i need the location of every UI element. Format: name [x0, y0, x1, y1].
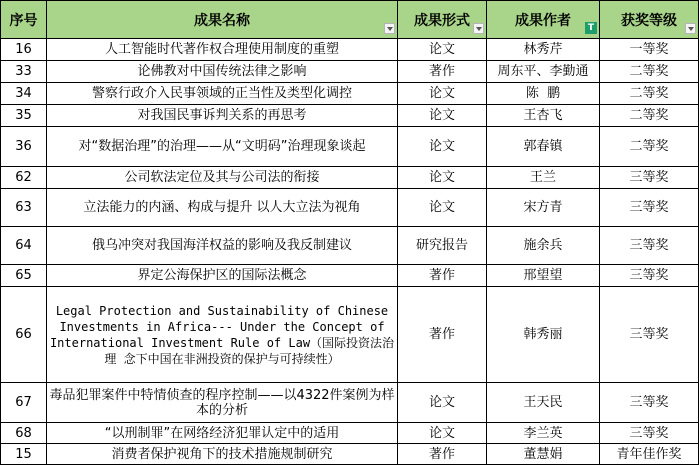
cell-author[interactable]: 董慧娟 [487, 444, 600, 465]
cell-author[interactable]: 施余兵 [487, 227, 600, 265]
header-type[interactable] [398, 1, 487, 39]
header-award[interactable] [600, 1, 699, 39]
cell-index[interactable]: 15 [1, 444, 47, 465]
cell-author[interactable]: 王兰 [487, 167, 600, 189]
cell-name[interactable]: 俄乌冲突对我国海洋权益的影响及我反制建议 [47, 227, 398, 265]
cell-author[interactable]: 李兰英 [487, 423, 600, 444]
cell-author[interactable]: 林秀芹 [487, 39, 600, 61]
cell-name[interactable]: 对我国民事诉判关系的再思考 [47, 105, 398, 127]
cell-type[interactable]: 论文 [398, 127, 487, 167]
cell-type[interactable]: 论文 [398, 105, 487, 127]
cell-name[interactable]: 消费者保护视角下的技术措施规制研究 [47, 444, 398, 465]
table-row [1, 167, 699, 189]
cell-author[interactable]: 宋方青 [487, 189, 600, 227]
cell-index[interactable]: 33 [1, 61, 47, 83]
cell-award[interactable]: 一等奖 [600, 39, 699, 61]
cell-author[interactable]: 韩秀丽 [487, 287, 600, 383]
table-row [1, 265, 699, 287]
cell-name[interactable]: 立法能力的内涵、构成与提升 以人大立法为视角 [47, 189, 398, 227]
cell-name[interactable]: 人工智能时代著作权合理使用制度的重塑 [47, 39, 398, 61]
cell-type[interactable]: 论文 [398, 423, 487, 444]
dropdown-arrow-icon[interactable] [685, 23, 696, 34]
cell-author[interactable]: 王杏飞 [487, 105, 600, 127]
cell-index[interactable]: 67 [1, 383, 47, 423]
table-row [1, 39, 699, 61]
cell-index[interactable]: 62 [1, 167, 47, 189]
table-row [1, 287, 699, 383]
cell-index[interactable]: 65 [1, 265, 47, 287]
cell-author[interactable]: 陈 鹏 [487, 83, 600, 105]
cell-award[interactable]: 三等奖 [600, 227, 699, 265]
cell-award[interactable]: 三等奖 [600, 167, 699, 189]
dropdown-arrow-icon[interactable] [473, 23, 484, 34]
header-author-label: 成果作者 [515, 12, 571, 29]
header-index[interactable] [1, 1, 47, 39]
cell-name[interactable]: 毒品犯罪案件中特情侦查的程序控制——以4322件案例为样本的分析 [47, 383, 398, 423]
header-name[interactable] [47, 1, 398, 39]
table-row [1, 61, 699, 83]
cell-name[interactable]: 论佛教对中国传统法律之影响 [47, 61, 398, 83]
cell-award[interactable]: 三等奖 [600, 383, 699, 423]
cell-name[interactable]: 对“数据治理”的治理——从“文明码”治理现象谈起 [47, 127, 398, 167]
cell-type[interactable]: 论文 [398, 167, 487, 189]
table-row [1, 444, 699, 465]
cell-index[interactable]: 34 [1, 83, 47, 105]
dropdown-arrow-icon[interactable] [384, 23, 395, 34]
header-author[interactable] [487, 1, 600, 39]
header-award-label: 获奖等级 [621, 12, 677, 29]
header-name-label: 成果名称 [194, 12, 250, 29]
cell-type[interactable]: 著作 [398, 287, 487, 383]
cell-index[interactable]: 35 [1, 105, 47, 127]
cell-author[interactable]: 王天民 [487, 383, 600, 423]
filter-active-icon[interactable]: T [585, 22, 597, 34]
cell-type[interactable]: 著作 [398, 61, 487, 83]
cell-type[interactable]: 研究报告 [398, 227, 487, 265]
cell-index[interactable]: 64 [1, 227, 47, 265]
cell-name[interactable]: “以刑制罪”在网络经济犯罪认定中的适用 [47, 423, 398, 444]
cell-award[interactable]: 二等奖 [600, 105, 699, 127]
cell-award[interactable]: 青年佳作奖 [600, 444, 699, 465]
cell-award[interactable]: 二等奖 [600, 61, 699, 83]
cell-name[interactable]: 公司软法定位及其与公司法的衔接 [47, 167, 398, 189]
cell-type[interactable]: 论文 [398, 189, 487, 227]
table-row [1, 383, 699, 423]
table-row [1, 423, 699, 444]
cell-index[interactable]: 66 [1, 287, 47, 383]
cell-author[interactable]: 邢望望 [487, 265, 600, 287]
cell-award[interactable]: 三等奖 [600, 265, 699, 287]
cell-award[interactable]: 三等奖 [600, 423, 699, 444]
cell-author[interactable]: 周东平、李勤通 [487, 61, 600, 83]
cell-name[interactable]: Legal Protection and Sustainability of Chinese Investments in Africa--- Under the Concept of International Investment Rule of Law（国际投资法治理 念下中国在非洲投资的保护与可持续性） [47, 287, 398, 383]
table-row [1, 83, 699, 105]
cell-index[interactable]: 63 [1, 189, 47, 227]
cell-type[interactable]: 著作 [398, 444, 487, 465]
cell-index[interactable]: 16 [1, 39, 47, 61]
cell-type[interactable]: 论文 [398, 383, 487, 423]
header-index-label: 序号 [9, 12, 38, 29]
cell-type[interactable]: 论文 [398, 83, 487, 105]
cell-type[interactable]: 著作 [398, 265, 487, 287]
cell-award[interactable]: 三等奖 [600, 189, 699, 227]
cell-award[interactable]: 二等奖 [600, 83, 699, 105]
cell-index[interactable]: 36 [1, 127, 47, 167]
header-type-label: 成果形式 [414, 12, 470, 29]
cell-type[interactable]: 论文 [398, 39, 487, 61]
cell-name[interactable]: 警察行政介入民事领域的正当性及类型化调控 [47, 83, 398, 105]
cell-author[interactable]: 郭春镇 [487, 127, 600, 167]
cell-award[interactable]: 三等奖 [600, 287, 699, 383]
table-row [1, 127, 699, 167]
table-row [1, 189, 699, 227]
table-row [1, 105, 699, 127]
table-row [1, 227, 699, 265]
header-row [1, 1, 699, 39]
cell-award[interactable]: 二等奖 [600, 127, 699, 167]
cell-name[interactable]: 界定公海保护区的国际法概念 [47, 265, 398, 287]
cell-index[interactable]: 68 [1, 423, 47, 444]
